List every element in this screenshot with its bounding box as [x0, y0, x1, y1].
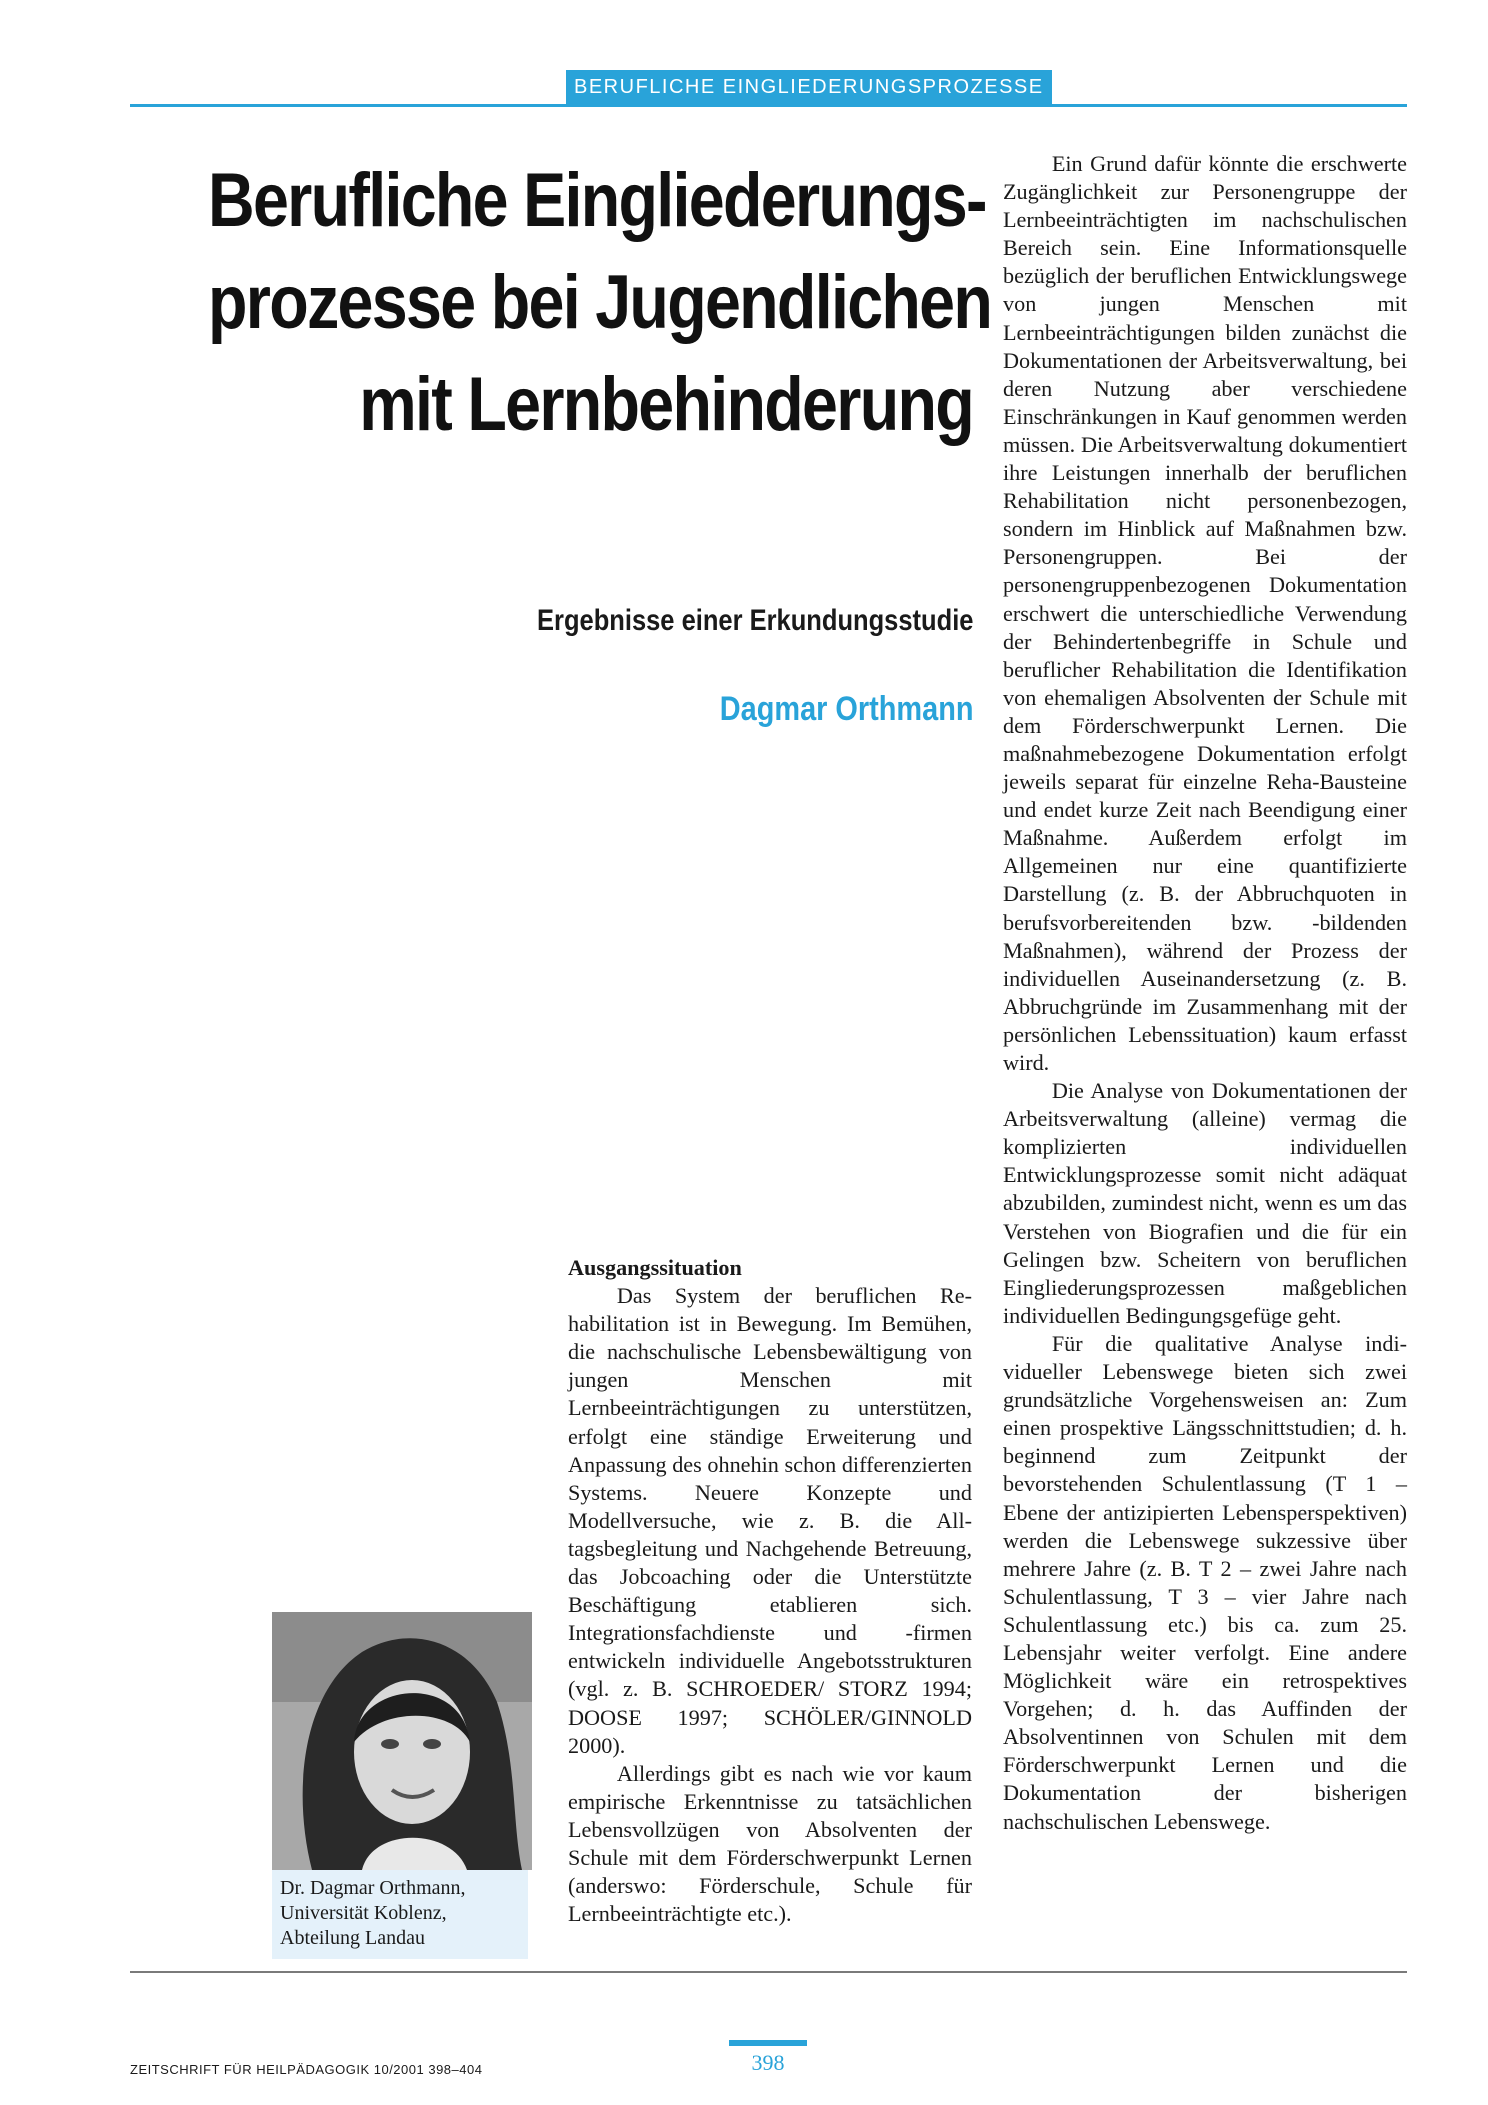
header-rule [130, 104, 1407, 107]
right-column [1003, 150, 1407, 1836]
body-paragraph: Das System der beruflichen Rehabilitation ist in Bewegung. Im Bemühen, die nachschulische Lebensbewältigung von jungen Menschen mit Lernbeeinträchtigungen zu unterstützen, erfolgt eine ständige Erweiterung und Anpassung des ohnehin schon differenzierten Systems. Neuere Konzepte und Modellversuche, wie z. B. die Alltagsbegleitung und Nachgehende Betreuung, das Jobcoaching oder die Unterstützte Beschäftigung etablieren sich. Integrationsfachdienste und -firmen entwickeln individuelle Angebotsstrukturen (vgl. z. B. SCHROEDER/ STORZ 1994; DOOSE 1997; SCHÖLER/GINNOLD 2000). [568, 1283, 972, 1758]
footer-rule [130, 1971, 1407, 1973]
body-paragraph: Allerdings gibt es nach wie vor kaum empirische Erkenntnisse zu tatsächlichen Lebensvollzügen von Absolventen der Schule mit dem Förderschwerpunkt Lernen (anderswo: Förderschule, Schule für Lernbeeinträchtigte etc.). [568, 1760, 972, 1927]
body-paragraph: Die Analyse von Dokumentationen der Arbeitsverwaltung (alleine) vermag die komplizierten individuellen Entwicklungsprozesse somit nicht adäquat abzubilden, zumindest nicht, wenn es um das Verstehen von Biografien und die für ein Gelingen bzw. Scheitern von beruflichen Eingliederungsprozessen maßgeblichen individuellen Bedingungsgefüge geht. [1003, 1078, 1407, 1328]
section-heading: Ausgangssituation [568, 1255, 742, 1280]
journal-citation: ZEITSCHRIFT FÜR HEILPÄDAGOGIK 10/2001 398–404 [130, 2062, 483, 2077]
caption-line: Universität Koblenz, [280, 1902, 447, 1924]
page-number: 398 [751, 2050, 785, 2075]
title-line-3: mit Lernbehinderung [359, 362, 973, 447]
article-title [208, 150, 992, 456]
article-author: Dagmar Orthmann [719, 690, 973, 728]
body-paragraph: Ein Grund dafür könnte die erschwerte Zugänglichkeit zur Personengruppe der Lernbeeinträchtigten im nachschulischen Bereich sein. Eine Informationsquelle bezüglich der beruflichen Entwicklungswege von jungen Menschen mit Lernbeeinträchtigungen bilden zunächst die Dokumentationen der Arbeitsverwaltung, bei deren Nutzung aber verschiedene Einschränkungen in Kauf genommen werden müssen. Die Arbeitsverwaltung dokumentiert ihre Leistungen innerhalb der beruflichen Rehabilitation nicht personenbezogen, sondern im Hinblick auf Maßnahmen bzw. Personengruppen. Bei der personengruppenbezogenen Dokumentation erschwert die unterschiedliche Verwendung der Behindertenbegriffe in Schule und beruflicher Rehabilitation die Identifikation von ehemaligen Absolventen der Schule mit dem Förderschwerpunkt Lernen. Die maßnahmebezogene Dokumentation erfolgt jeweils separat für einzelne Reha-Bausteine und endet kurze Zeit nach Beendigung einer Maßnahme. Außerdem erfolgt im Allgemeinen nur eine quantifizierte Darstellung (z. B. der Abbruchquoten in berufsvorbereitenden bzw. -bildenden Maßnahmen), während der Prozess der individuellen Auseinandersetzung (z. B. Abbruchgründe im Zusammenhang mit der persönlichen Lebenssituation) kaum erfasst wird. [1003, 151, 1407, 1075]
section-tag: BERUFLICHE EINGLIEDERUNGSPROZESSE [566, 70, 1052, 104]
title-line-1: Berufliche Eingliederungs- [208, 158, 986, 243]
caption-line: Abteilung Landau [280, 1927, 425, 1949]
photo-caption [272, 1870, 528, 1959]
author-photo [272, 1612, 532, 1870]
page-number-bar [729, 2040, 807, 2046]
title-line-2: prozesse bei Jugendlichen [208, 260, 992, 345]
body-paragraph: Für die qualitative Analyse individueller Lebenswege bieten sich zwei grundsätzliche Vorgehensweisen an: Zum einen prospektive Längsschnittstudien; d. h. beginnend zum Zeitpunkt der bevorstehenden Schulentlassung (T 1 – Ebene der antizipierten Lebensperspektiven) werden die Lebenswege sukzessive über mehrere Jahre (z. B. T 2 – zwei Jahre nach Schulentlassung, T 3 – vier Jahre nach Schulentlassung etc.) bis ca. zum 25. Lebensjahr weiter verfolgt. Eine andere Möglichkeit wäre ein retrospektives Vorgehen; d. h. das Auffinden der Absolventinnen von Schulen mit dem Förderschwerpunkt Lernen und die Dokumentation der bisherigen nachschulischen Lebenswege. [1003, 1330, 1407, 1834]
article-subtitle: Ergebnisse einer Erkundungsstudie [536, 604, 973, 637]
caption-line: Dr. Dagmar Orthmann, [280, 1877, 466, 1899]
middle-column [568, 1254, 972, 1928]
